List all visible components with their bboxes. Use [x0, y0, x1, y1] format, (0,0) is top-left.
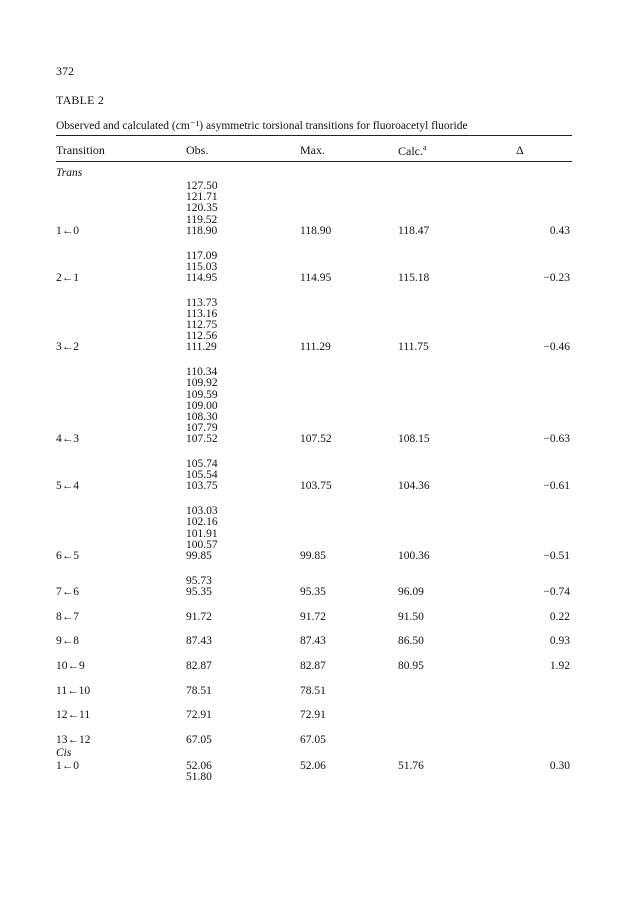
obs-value: 107.52	[186, 433, 218, 446]
delta-value: 0.43	[549, 224, 570, 237]
obs-value: 105.54	[186, 469, 218, 482]
obs-value: 115.03	[186, 260, 218, 273]
max-value: 72.91	[300, 709, 326, 722]
transition-label: 3←2	[56, 341, 79, 354]
calc-value: 86.50	[398, 635, 424, 648]
transition-label: 13←12	[56, 734, 91, 746]
delta-value: 1.92	[549, 659, 570, 672]
header-max: Max.	[300, 143, 325, 157]
obs-value: 121.71	[186, 191, 218, 204]
obs-value: 87.43	[186, 635, 212, 648]
delta-value: −0.63	[543, 433, 570, 446]
calc-value: 96.09	[398, 585, 424, 598]
delta-value: −0.46	[543, 341, 570, 354]
obs-value: 113.73	[186, 296, 218, 309]
delta-value: −0.23	[543, 271, 570, 284]
header-transition: Transition	[56, 143, 105, 157]
obs-value: 105.74	[186, 458, 218, 470]
calc-value: 80.95	[398, 659, 424, 672]
transition-label: 9←8	[56, 635, 79, 648]
max-value: 95.35	[300, 585, 326, 598]
obs-value: 109.00	[186, 399, 218, 412]
obs-value: 109.92	[186, 377, 218, 390]
max-value: 111.29	[300, 341, 331, 354]
obs-value: 52.06	[186, 760, 212, 773]
obs-value: 67.05	[186, 734, 212, 746]
obs-value: 101.91	[186, 527, 218, 540]
obs-value: 109.59	[186, 388, 218, 401]
delta-value: −0.51	[543, 549, 570, 562]
obs-value: 119.52	[186, 213, 218, 226]
obs-value: 114.95	[186, 271, 218, 284]
header-calc-label: Calc.	[398, 144, 423, 158]
delta-value: 0.93	[549, 635, 570, 648]
page-number: 372	[56, 64, 74, 78]
calc-value: 115.18	[398, 271, 430, 284]
obs-value: 110.34	[186, 366, 218, 379]
max-value: 103.75	[300, 480, 332, 493]
calc-value: 111.75	[398, 341, 429, 354]
delta-value: −0.74	[543, 585, 570, 598]
max-value: 118.90	[300, 224, 332, 237]
max-value: 87.43	[300, 635, 326, 648]
transition-label: 1←0	[56, 224, 79, 237]
transition-label: 6←5	[56, 549, 79, 562]
obs-value: 100.57	[186, 538, 218, 551]
transition-label: 12←11	[56, 709, 91, 722]
calc-value: 118.47	[398, 224, 430, 237]
max-value: 99.85	[300, 549, 326, 562]
calc-value: 51.76	[398, 760, 424, 773]
obs-value: 102.16	[186, 516, 218, 529]
obs-value: 111.29	[186, 341, 217, 354]
obs-value: 112.75	[186, 319, 218, 331]
obs-value: 95.35	[186, 585, 212, 598]
transition-label: 4←3	[56, 433, 79, 446]
obs-value: 103.75	[186, 480, 218, 493]
delta-value: −0.61	[543, 480, 570, 493]
delta-value: 0.30	[549, 760, 570, 773]
transition-label: 11←10	[56, 684, 91, 697]
obs-value: 113.16	[186, 307, 218, 320]
calc-value: 104.36	[398, 480, 430, 493]
obs-value: 112.56	[186, 330, 218, 343]
obs-value: 51.80	[186, 771, 212, 784]
header-obs: Obs.	[186, 143, 209, 157]
section-label: Cis	[56, 747, 72, 760]
calc-value: 91.50	[398, 610, 424, 623]
delta-value: 0.22	[549, 610, 570, 623]
header-calc-footnote-mark: a	[423, 143, 427, 152]
transition-label: 1←0	[56, 760, 79, 773]
calc-value: 100.36	[398, 549, 430, 562]
transition-label: 5←4	[56, 480, 79, 493]
header-delta: Δ	[516, 143, 524, 157]
obs-value: 72.91	[186, 709, 212, 722]
max-value: 78.51	[300, 684, 326, 697]
transition-label: 7←6	[56, 585, 79, 598]
obs-value: 82.87	[186, 659, 212, 672]
max-value: 107.52	[300, 433, 332, 446]
transition-label: 10←9	[56, 659, 85, 672]
obs-value: 117.09	[186, 249, 218, 262]
max-value: 52.06	[300, 760, 326, 773]
max-value: 82.87	[300, 659, 326, 672]
table-label: TABLE 2	[56, 93, 105, 107]
transition-label: 8←7	[56, 610, 79, 623]
obs-value: 127.50	[186, 180, 218, 192]
section-label: Trans	[56, 167, 83, 179]
calc-value: 108.15	[398, 433, 430, 446]
max-value: 91.72	[300, 610, 326, 623]
obs-value: 99.85	[186, 549, 212, 562]
obs-value: 95.73	[186, 574, 212, 587]
obs-value: 120.35	[186, 202, 218, 215]
obs-value: 78.51	[186, 684, 212, 697]
obs-value: 91.72	[186, 610, 212, 623]
max-value: 114.95	[300, 271, 332, 284]
obs-value: 103.03	[186, 505, 218, 518]
table-caption: Observed and calculated (cm⁻¹) asymmetric torsional transitions for fluoroacetyl fluoride	[56, 120, 468, 132]
transition-label: 2←1	[56, 271, 79, 284]
obs-value: 118.90	[186, 224, 218, 237]
obs-value: 108.30	[186, 410, 218, 423]
max-value: 67.05	[300, 734, 326, 746]
obs-value: 107.79	[186, 422, 218, 435]
